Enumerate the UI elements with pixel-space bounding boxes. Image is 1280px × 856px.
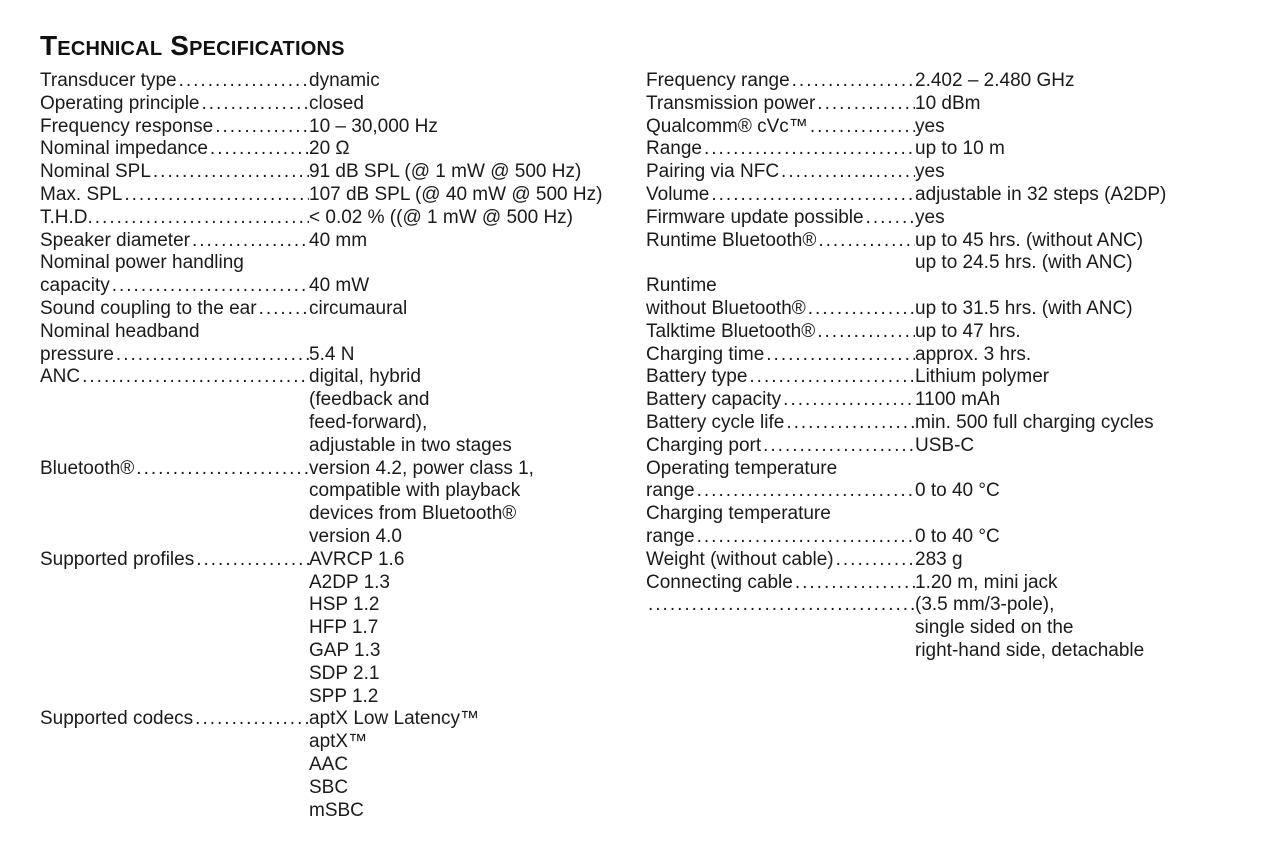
- spec-label: [40, 184, 309, 207]
- spec-label: [646, 138, 915, 161]
- spec-value-line: 0 to 40 °C: [915, 480, 1000, 502]
- spec-label-text: Transducer type: [40, 70, 177, 91]
- leader-dots: [177, 70, 309, 93]
- leader-dots: [702, 138, 915, 161]
- spec-value-line: 20 Ω: [309, 138, 350, 160]
- spec-label-text: Nominal headband: [40, 320, 200, 342]
- spec-row-nominal-headband-pressure: [40, 321, 620, 367]
- leader-dots: [815, 93, 915, 116]
- leader-dots: [122, 184, 309, 207]
- spec-label-line: [646, 184, 915, 207]
- spec-value-line: 1.20 m, mini jack: [915, 571, 1058, 593]
- spec-value: [915, 344, 1246, 367]
- leader-dots: [193, 708, 309, 731]
- leader-dots: [80, 366, 309, 389]
- spec-value-line: min. 500 full charging cycles: [915, 411, 1154, 433]
- spec-value-line: < 0.02 % ((@ 1 mW @ 500 Hz): [309, 206, 574, 228]
- spec-value-line: 40 mm: [309, 229, 368, 251]
- spec-label: [646, 230, 915, 253]
- spec-label-line: [40, 184, 309, 207]
- leader-dots: [764, 344, 915, 367]
- leader-dots: [93, 207, 309, 230]
- spec-label: [40, 321, 309, 367]
- spec-row-blank: [646, 594, 1246, 662]
- spec-value-line: 283 g: [915, 548, 963, 570]
- spec-label-line: [40, 161, 309, 184]
- spec-label-line: [646, 321, 915, 344]
- leader-dots: [190, 230, 309, 253]
- spec-label-line: [646, 207, 915, 230]
- spec-label-text: Nominal impedance: [40, 138, 208, 160]
- spec-value-line: A2DP 1.3: [309, 571, 390, 593]
- spec-value: [309, 298, 620, 321]
- spec-value: [309, 321, 620, 367]
- spec-label-text: Transmission power: [646, 92, 816, 114]
- leader-dots: [199, 93, 309, 116]
- spec-label-line: [646, 116, 915, 139]
- spec-value-line: up to 24.5 hrs. (with ANC): [915, 252, 1133, 274]
- spec-row-t-h-d: [40, 207, 620, 230]
- spec-row-supported-codecs: [40, 708, 620, 822]
- leader-dots: [134, 458, 309, 481]
- spec-value-line: (feedback and: [309, 389, 430, 411]
- spec-label-text: Talktime Bluetooth®: [646, 320, 816, 342]
- spec-value: [915, 572, 1246, 595]
- spec-label-text: Pairing via NFC: [646, 161, 780, 183]
- spec-value-line: up to 45 hrs. (without ANC): [915, 229, 1144, 251]
- spec-label-line: [646, 412, 915, 435]
- spec-label: [646, 435, 915, 458]
- spec-row-qualcomm-cvc: [646, 116, 1246, 139]
- spec-row-nominal-power-handling-capacity: [40, 252, 620, 298]
- spec-value: [309, 207, 620, 230]
- spec-row-weight-without-cable: [646, 549, 1246, 572]
- spec-value-line: up to 31.5 hrs. (with ANC): [915, 297, 1133, 319]
- spec-value-line: up to 47 hrs.: [915, 320, 1021, 342]
- spec-row-nominal-spl: [40, 161, 620, 184]
- leader-dots: [793, 572, 915, 595]
- spec-value-line: devices from Bluetooth®: [309, 503, 517, 525]
- spec-label-line: [40, 344, 309, 367]
- spec-label: [646, 161, 915, 184]
- spec-value-line: adjustable in two stages: [309, 434, 512, 456]
- spec-value: [309, 458, 620, 549]
- leader-dots: [747, 366, 915, 389]
- spec-label-line: [40, 458, 309, 481]
- spec-label-line: [40, 252, 309, 275]
- spec-value-line: compatible with playback: [309, 480, 521, 502]
- spec-value: [915, 412, 1246, 435]
- spec-value: [309, 549, 620, 709]
- spec-value: [309, 93, 620, 116]
- spec-value-line: (3.5 mm/3-pole),: [915, 594, 1055, 616]
- spec-label: [646, 344, 915, 367]
- spec-label: [40, 207, 309, 230]
- spec-row-firmware-update-possible: [646, 207, 1246, 230]
- spec-label: [646, 93, 915, 116]
- spec-value: [309, 708, 620, 822]
- spec-label: [40, 138, 309, 161]
- leader-dots: [816, 230, 915, 253]
- spec-label-line: [40, 298, 309, 321]
- spec-value-line: approx. 3 hrs.: [915, 343, 1032, 365]
- spec-value: [309, 70, 620, 93]
- spec-value: [309, 116, 620, 139]
- spec-value: [915, 184, 1246, 207]
- spec-value-line: aptX™: [309, 731, 368, 753]
- spec-label-text: Runtime: [646, 275, 717, 297]
- spec-label-line: [646, 366, 915, 389]
- spec-value-line: SPP 1.2: [309, 685, 379, 707]
- spec-row-nominal-impedance: [40, 138, 620, 161]
- spec-label-text: Frequency response: [40, 115, 214, 137]
- spec-label-line: [40, 321, 309, 344]
- spec-value: [915, 275, 1246, 321]
- spec-column-left: [40, 70, 620, 822]
- spec-value: [915, 321, 1246, 344]
- spec-value-line: SBC: [309, 776, 349, 798]
- spec-row-transmission-power: [646, 93, 1246, 116]
- spec-label-line: [40, 207, 309, 230]
- spec-label-text: Battery capacity: [646, 389, 782, 411]
- spec-value-line: closed: [309, 92, 364, 114]
- spec-label-text: range: [646, 480, 695, 502]
- spec-value: [309, 230, 620, 253]
- spec-label: [40, 458, 309, 481]
- spec-value-line: 10 – 30,000 Hz: [309, 115, 438, 137]
- spec-value-line: aptX Low Latency™: [309, 708, 480, 730]
- spec-label-line: [646, 389, 915, 412]
- spec-value: [915, 207, 1246, 230]
- value-spacer: [915, 503, 1246, 526]
- spec-row-charging-port: [646, 435, 1246, 458]
- spec-label: [40, 366, 309, 389]
- leader-dots: [695, 526, 915, 549]
- leader-dots: [695, 480, 915, 503]
- spec-label-line: [646, 344, 915, 367]
- spec-value-line: feed-forward),: [309, 411, 428, 433]
- spec-row-anc: [40, 366, 620, 457]
- spec-value: [915, 458, 1246, 504]
- spec-label-text: Speaker diameter: [40, 229, 190, 251]
- spec-label: [40, 161, 309, 184]
- spec-label: [646, 549, 915, 572]
- value-spacer: [915, 275, 1246, 298]
- spec-label: [646, 389, 915, 412]
- spec-value: [915, 389, 1246, 412]
- spec-label-line: [40, 275, 309, 298]
- spec-label: [646, 594, 915, 617]
- leader-dots: [761, 435, 915, 458]
- spec-value: [915, 70, 1246, 93]
- spec-row-battery-cycle-life: [646, 412, 1246, 435]
- spec-label-text: pressure: [40, 343, 114, 365]
- spec-label-text: Weight (without cable): [646, 548, 834, 570]
- leader-dots: [806, 298, 915, 321]
- spec-value: [915, 116, 1246, 139]
- spec-label-line: [40, 366, 309, 389]
- leader-dots: [808, 116, 915, 139]
- spec-label-text: Nominal SPL: [40, 161, 151, 183]
- spec-label: [646, 572, 915, 595]
- spec-label: [646, 116, 915, 139]
- leader-dots: [194, 549, 309, 572]
- spec-label-line: [40, 708, 309, 731]
- spec-label: [40, 549, 309, 572]
- spec-value: [309, 184, 620, 207]
- leader-dots: [646, 594, 915, 617]
- spec-label-text: Max. SPL: [40, 183, 123, 205]
- spec-label: [646, 321, 915, 344]
- spec-label-line: [646, 161, 915, 184]
- spec-value-line: 91 dB SPL (@ 1 mW @ 500 Hz): [309, 161, 582, 183]
- spec-value-line: up to 10 m: [915, 138, 1005, 160]
- spec-value-line: AVRCP 1.6: [309, 548, 405, 570]
- spec-label-text: Nominal power handling: [40, 252, 244, 274]
- spec-value-line: USB-C: [915, 434, 975, 456]
- spec-row-pairing-via-nfc: [646, 161, 1246, 184]
- spec-value: [915, 161, 1246, 184]
- spec-label-text: Volume: [646, 183, 710, 205]
- spec-row-range: [646, 138, 1246, 161]
- spec-value-line: yes: [915, 161, 945, 183]
- spec-row-transducer-type: [40, 70, 620, 93]
- spec-label-text: Supported codecs: [40, 708, 194, 730]
- value-spacer: [915, 458, 1246, 481]
- leader-dots: [834, 549, 915, 572]
- spec-value: [309, 252, 620, 298]
- spec-label-line: [646, 503, 915, 526]
- spec-label-text: Supported profiles: [40, 548, 195, 570]
- spec-label-text: Charging time: [646, 343, 765, 365]
- spec-value-line: version 4.0: [309, 525, 402, 547]
- spec-label: [40, 70, 309, 93]
- spec-value: [915, 366, 1246, 389]
- value-spacer: [309, 252, 620, 275]
- leader-dots: [709, 184, 915, 207]
- spec-row-runtime-bluetooth: [646, 230, 1246, 276]
- spec-row-battery-capacity: [646, 389, 1246, 412]
- leader-dots: [781, 389, 915, 412]
- leader-dots: [151, 161, 309, 184]
- spec-value: [915, 93, 1246, 116]
- spec-value: [915, 503, 1246, 549]
- spec-value-line: adjustable in 32 steps (A2DP): [915, 183, 1167, 205]
- spec-label-line: [40, 230, 309, 253]
- spec-label-text: Connecting cable: [646, 571, 793, 593]
- spec-label-text: Battery type: [646, 366, 748, 388]
- spec-label-text: Operating temperature: [646, 457, 838, 479]
- spec-value-line: digital, hybrid: [309, 366, 421, 388]
- spec-label-text: Operating principle: [40, 92, 200, 114]
- leader-dots: [784, 412, 915, 435]
- spec-label-line: [646, 549, 915, 572]
- spec-label-line: [646, 594, 915, 617]
- spec-value-line: Lithium polymer: [915, 366, 1050, 388]
- spec-label-line: [40, 70, 309, 93]
- spec-value: [915, 549, 1246, 572]
- spec-label-text: Charging temperature: [646, 503, 831, 525]
- spec-label: [40, 708, 309, 731]
- spec-value-line: SDP 2.1: [309, 662, 380, 684]
- spec-label-line: [646, 275, 915, 298]
- spec-label-line: [646, 572, 915, 595]
- spec-row-speaker-diameter: [40, 230, 620, 253]
- spec-label: [646, 503, 915, 549]
- spec-label: [646, 184, 915, 207]
- spec-label: [40, 230, 309, 253]
- spec-row-volume: [646, 184, 1246, 207]
- spec-value: [309, 161, 620, 184]
- spec-label-line: [646, 458, 915, 481]
- spec-row-charging-temperature-range: [646, 503, 1246, 549]
- spec-label: [646, 207, 915, 230]
- spec-label-line: [646, 526, 915, 549]
- spec-row-max-spl: [40, 184, 620, 207]
- leader-dots: [114, 344, 309, 367]
- spec-label-line: [646, 93, 915, 116]
- leader-dots: [790, 70, 915, 93]
- spec-row-runtime-without-bluetooth: [646, 275, 1246, 321]
- spec-value-line: GAP 1.3: [309, 639, 381, 661]
- leader-dots: [815, 321, 915, 344]
- spec-label-line: [646, 435, 915, 458]
- spec-label: [40, 252, 309, 298]
- spec-label-text: ANC: [40, 366, 81, 388]
- spec-row-frequency-response: [40, 116, 620, 139]
- spec-column-right: [646, 70, 1246, 663]
- spec-label: [40, 116, 309, 139]
- spec-label-text: capacity: [40, 275, 110, 297]
- spec-value-line: single sided on the: [915, 617, 1074, 639]
- spec-value-line: yes: [915, 115, 945, 137]
- spec-label-line: [40, 138, 309, 161]
- spec-label-line: [40, 93, 309, 116]
- spec-value: [915, 435, 1246, 458]
- spec-value-line: 1100 mAh: [915, 389, 1001, 411]
- spec-label: [646, 70, 915, 93]
- spec-value-line: circumaural: [309, 297, 408, 319]
- spec-row-bluetooth: [40, 458, 620, 549]
- spec-label-text: Charging port: [646, 434, 762, 456]
- spec-value-line: version 4.2, power class 1,: [309, 457, 534, 479]
- spec-value-line: AAC: [309, 753, 349, 775]
- spec-value: [309, 366, 620, 457]
- spec-value-line: 40 mW: [309, 275, 370, 297]
- spec-row-supported-profiles: [40, 549, 620, 709]
- leader-dots: [257, 298, 309, 321]
- spec-label: [40, 93, 309, 116]
- leader-dots: [779, 161, 915, 184]
- spec-label-text: Frequency range: [646, 70, 790, 91]
- spec-value-line: yes: [915, 206, 945, 228]
- leader-dots: [213, 116, 309, 139]
- spec-value-line: right-hand side, detachable: [915, 639, 1145, 661]
- spec-label-text: Firmware update possible: [646, 206, 864, 228]
- spec-row-operating-temperature-range: [646, 458, 1246, 504]
- spec-label-line: [646, 298, 915, 321]
- spec-label-text: Bluetooth®: [40, 457, 135, 479]
- spec-label-line: [40, 549, 309, 572]
- spec-value-line: dynamic: [309, 70, 380, 91]
- leader-dots: [110, 275, 309, 298]
- spec-row-connecting-cable: [646, 572, 1246, 595]
- spec-label: [646, 275, 915, 321]
- spec-label-text: Battery cycle life: [646, 411, 785, 433]
- spec-label-text: Range: [646, 138, 702, 160]
- spec-label: [40, 298, 309, 321]
- spec-value-line: 2.402 – 2.480 GHz: [915, 70, 1075, 91]
- spec-label-text: T.H.D.: [40, 206, 93, 228]
- spec-value: [915, 594, 1246, 662]
- spec-label-text: range: [646, 525, 695, 547]
- spec-value-line: 0 to 40 °C: [915, 525, 1000, 547]
- spec-row-battery-type: [646, 366, 1246, 389]
- leader-dots: [208, 138, 309, 161]
- page-title: Technical Specifications: [40, 30, 345, 61]
- spec-label-text: Sound coupling to the ear: [40, 297, 257, 319]
- spec-row-operating-principle: [40, 93, 620, 116]
- spec-value: [309, 138, 620, 161]
- spec-value-line: 107 dB SPL (@ 40 mW @ 500 Hz): [309, 183, 603, 205]
- value-spacer: [309, 321, 620, 344]
- spec-label: [646, 366, 915, 389]
- spec-row-talktime-bluetooth: [646, 321, 1246, 344]
- spec-value-line: HFP 1.7: [309, 617, 379, 639]
- spec-label-line: [646, 480, 915, 503]
- leader-dots: [864, 207, 915, 230]
- spec-value-line: 5.4 N: [309, 343, 355, 365]
- spec-row-charging-time: [646, 344, 1246, 367]
- spec-label-text: Qualcomm® cVc™: [646, 115, 808, 137]
- spec-label-line: [646, 230, 915, 253]
- spec-value-line: mSBC: [309, 799, 364, 821]
- spec-row-frequency-range: [646, 70, 1246, 93]
- spec-label-line: [646, 70, 915, 93]
- spec-label-line: [40, 116, 309, 139]
- spec-value: [915, 230, 1246, 276]
- spec-label: [646, 458, 915, 504]
- spec-value-line: HSP 1.2: [309, 594, 380, 616]
- spec-label: [646, 412, 915, 435]
- spec-label-text: without Bluetooth®: [646, 297, 806, 319]
- spec-value: [915, 138, 1246, 161]
- spec-row-sound-coupling-to-the-ear: [40, 298, 620, 321]
- spec-label-line: [646, 138, 915, 161]
- spec-label-text: Runtime Bluetooth®: [646, 229, 817, 251]
- spec-value-line: 10 dBm: [915, 92, 981, 114]
